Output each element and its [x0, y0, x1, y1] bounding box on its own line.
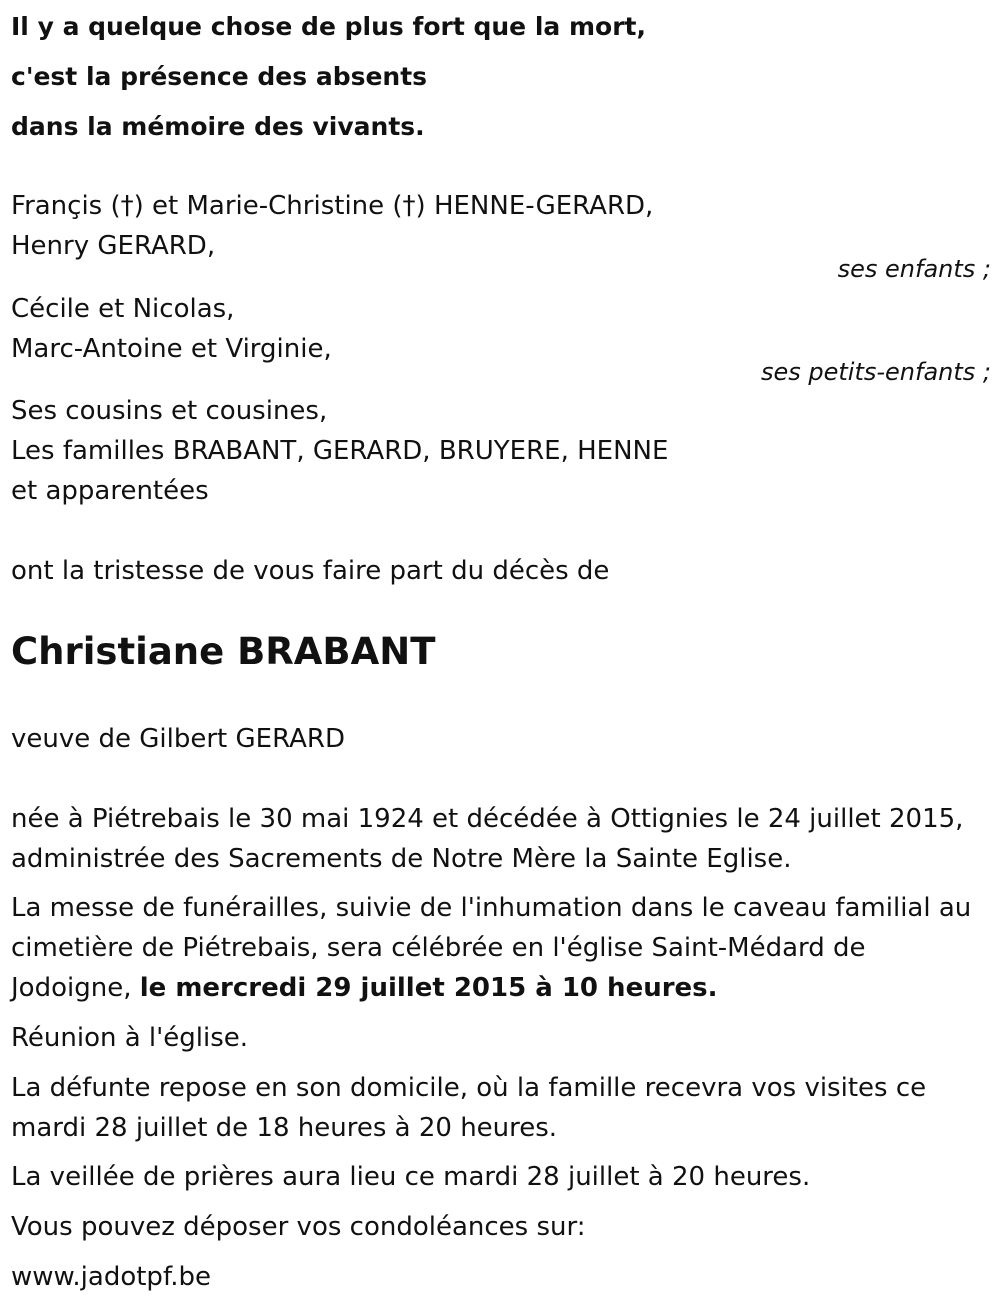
visitation-line-2: mardi 28 juillet de 18 heures à 20 heures. [11, 1113, 558, 1143]
sacraments-line: administrée des Sacrements de Notre Mère la Sainte Eglise. [11, 844, 792, 874]
funeral-line-1: La messe de funérailles, suivie de l'inhumation dans le caveau familial au [11, 893, 972, 923]
children-label: ses enfants ; [837, 255, 991, 283]
condolences-label: Vous pouvez déposer vos condoléances sur: [11, 1212, 586, 1242]
grandchildren-line-1: Cécile et Nicolas, [11, 294, 235, 324]
meeting-line: Réunion à l'église. [11, 1023, 249, 1053]
widow-of: veuve de Gilbert GERARD [11, 724, 345, 754]
children-line-1: Françis (†) et Marie-Christine (†) HENNE-GERARD, [11, 191, 654, 221]
funeral-date-time: le mercredi 29 juillet 2015 à 10 heures. [139, 973, 718, 1003]
visitation-line-1: La défunte repose en son domicile, où la famille recevra vos visites ce [11, 1073, 927, 1103]
family-line-2: Les familles BRABANT, GERARD, BRUYERE, HENNE [11, 436, 669, 466]
vigil-line: La veillée de prières aura lieu ce mardi 28 juillet à 20 heures. [11, 1162, 811, 1192]
funeral-line-2: cimetière de Piétrebais, sera célébrée en l'église Saint-Médard de [11, 933, 866, 963]
children-line-2: Henry GERARD, [11, 231, 216, 261]
announcement: ont la tristesse de vous faire part du décès de [11, 556, 610, 586]
funeral-line-3 [11, 973, 718, 1003]
family-line-1: Ses cousins et cousines, [11, 396, 328, 426]
condolences-website: www.jadotpf.be [11, 1262, 211, 1292]
grandchildren-label: ses petits-enfants ; [760, 358, 991, 386]
deceased-name: Christiane BRABANT [11, 630, 436, 673]
funeral-line-3-prefix: Jodoigne, [11, 973, 140, 1003]
quote-line-3: dans la mémoire des vivants. [11, 112, 425, 141]
grandchildren-line-2: Marc-Antoine et Virginie, [11, 334, 332, 364]
birth-death-line: née à Piétrebais le 30 mai 1924 et décédée à Ottignies le 24 juillet 2015, [11, 804, 964, 834]
quote-line-1: Il y a quelque chose de plus fort que la mort, [11, 12, 646, 41]
quote-line-2: c'est la présence des absents [11, 62, 428, 91]
family-line-3: et apparentées [11, 476, 209, 506]
